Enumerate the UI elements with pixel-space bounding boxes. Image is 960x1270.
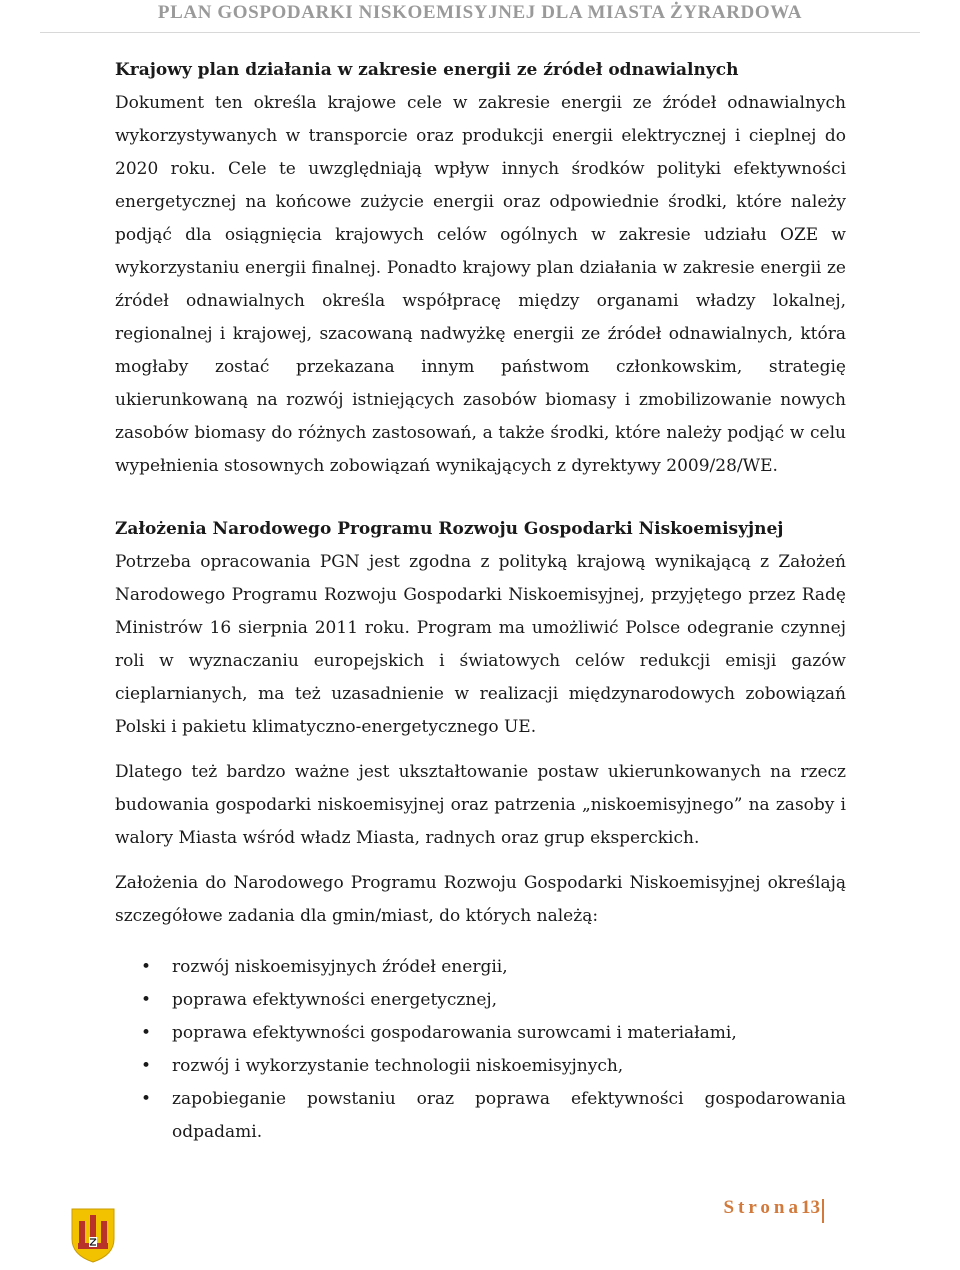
bullet-icon: •	[141, 957, 152, 977]
list-item-text: rozwój i wykorzystanie technologii niskoemisyjnych,	[172, 1056, 624, 1076]
list-item-text: poprawa efektywności gospodarowania surowcami i materiałami,	[172, 1023, 737, 1043]
list-item	[141, 1050, 846, 1083]
list-item	[141, 984, 846, 1017]
page-number: 13	[801, 1197, 820, 1218]
page-number-separator	[822, 1199, 824, 1223]
list-item-text: zapobieganie powstaniu oraz poprawa efektywności gospodarowania odpadami.	[172, 1089, 846, 1142]
list-item	[141, 951, 846, 984]
zyrardow-coat-of-arms-icon	[70, 1207, 116, 1263]
low-emission-paragraph-1: Potrzeba opracowania PGN jest zgodna z polityką krajową wynikającą z Założeń Narodowego Programu Rozwoju Gospodarki Niskoemisyjnej, przyjętego przez Radę Ministrów 16 sierpnia 2011 roku. Program ma umożliwić Polsce odegranie czynnej roli w wyznaczaniu europejskich i światowych celów redukcji emisji gazów cieplarnianych, ma też uzasadnienie w realizacji międzynarodowych zobowiązań Polski i pakietu klimatyczno-energetycznego UE.	[115, 552, 846, 737]
running-header: PLAN GOSPODARKI NISKOEMISYJNEJ DLA MIASTA ŻYRARDOWA	[157, 2, 803, 23]
list-item	[141, 1083, 846, 1149]
list-item-text: poprawa efektywności energetycznej,	[172, 990, 498, 1010]
page-label: Strona	[723, 1197, 802, 1218]
low-emission-paragraph-2: Dlatego też bardzo ważne jest ukształtowanie postaw ukierunkowanych na rzecz budowania gospodarki niskoemisyjnej oraz patrzenia „niskoemisyjnego” na zasoby i walory Miasta wśród władz Miasta, radnych oraz grup eksperckich.	[115, 762, 846, 848]
bullet-icon: •	[141, 1056, 152, 1076]
low-emission-paragraph-3: Założenia do Narodowego Programu Rozwoju Gospodarki Niskoemisyjnej określają szczegółowe zadania dla gmin/miast, do których należą:	[115, 873, 846, 926]
section-heading-renewable-plan: Krajowy plan działania w zakresie energii ze źródeł odnawialnych	[115, 60, 739, 80]
page-content	[115, 54, 846, 1149]
list-item	[141, 1017, 846, 1050]
bullet-icon: •	[141, 990, 152, 1010]
section-heading-low-emission-program: Założenia Narodowego Programu Rozwoju Gospodarki Niskoemisyjnej	[115, 519, 784, 539]
bullet-icon: •	[141, 1023, 152, 1043]
list-item-text: rozwój niskoemisyjnych źródeł energii,	[172, 957, 508, 977]
tasks-list	[141, 951, 846, 1149]
bullet-icon: •	[141, 1089, 152, 1109]
renewable-plan-paragraph: Dokument ten określa krajowe cele w zakresie energii ze źródeł odnawialnych wykorzystywanych w transporcie oraz produkcji energii elektrycznej i cieplnej do 2020 roku. Cele te uwzględniają wpływ innych środków polityki efektywności energetycznej na końcowe zużycie energii oraz odpowiednie środki, które należy podjąć dla osiągnięcia krajowych celów ogólnych w zakresie udziału OZE w wykorzystaniu energii finalnej. Ponadto krajowy plan działania w zakresie energii ze źródeł odnawialnych określa współpracę między organami władzy lokalnej, regionalnej i krajowej, szacowaną nadwyżkę energii ze źródeł odnawialnych, która mogłaby zostać przekazana innym państwom członkowskim, strategię ukierunkowaną na rozwój istniejących zasobów biomasy i zmobilizowanie nowych zasobów biomasy do różnych zastosowań, a także środki, które należy podjąć w celu wypełnienia stosownych zobowiązań wynikających z dyrektywy 2009/28/WE.	[115, 93, 846, 476]
header-divider	[40, 32, 920, 33]
